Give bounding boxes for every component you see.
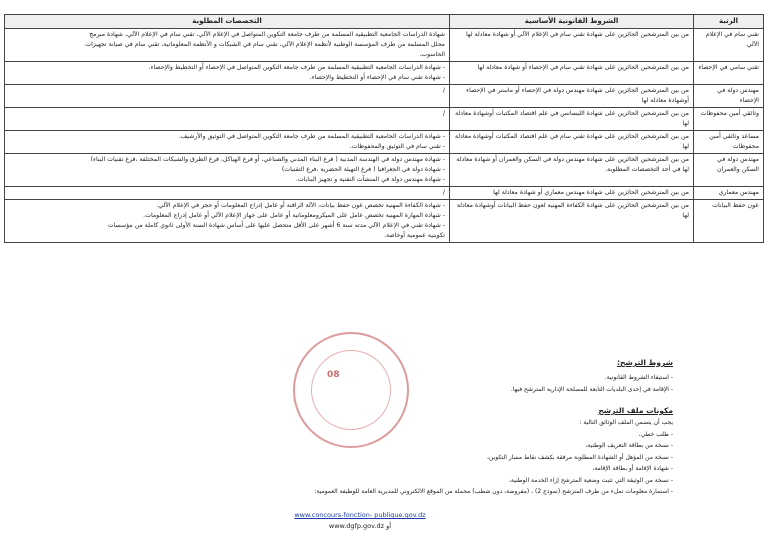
table-row xyxy=(5,108,764,131)
conditions-cell: من بين المترشحين الحائزين على شهادة مهندس دولة في السكن والعمران أو شهادة معادلة لها في أحد التخصصات المطلوبة. xyxy=(450,154,694,187)
table-header-row xyxy=(5,15,764,29)
specialties-cell xyxy=(5,108,450,131)
rank-cell: تقني سامي في الإحصاء xyxy=(694,62,764,85)
specialty-line: تكوينية عمومية أوخاصة. xyxy=(384,232,445,239)
conditions-item: - الإقامة في إحدى البلديات التابعة للمصلحة الإدارية المترشح فيها. xyxy=(510,385,673,393)
conditions-cell: من بين المترشحين الحائزين على شهادة مهندس معماري أو شهادة معادلة لها xyxy=(450,187,694,200)
header-conditions: الشروط القانونية الأساسية xyxy=(450,15,694,29)
conditions-title: شروط الترشح: xyxy=(617,358,673,367)
specialties-cell xyxy=(5,131,450,154)
positions-table xyxy=(4,14,764,243)
conditions-cell: من بين المترشحين الحائزين على شهادة الكفاءة المهنية لعون حفظ البيانات أوشهادة معادلة لها xyxy=(450,200,694,243)
file-item: - استمارة معلومات تملء من طرف المترشح (نموذج 2) ، (مفروضة، دون شطب) محملة من الموقع الالكتروني للمديرية العامة للوظيفة العمومية: xyxy=(314,488,673,495)
table-row xyxy=(5,154,764,187)
file-item: - طلب خطي، xyxy=(638,430,673,438)
rank-cell: مساعد وثائقي أمين محفوظات xyxy=(694,131,764,154)
specialties-cell xyxy=(5,187,450,200)
specialty-line: / xyxy=(442,87,445,94)
specialty-line: / xyxy=(442,110,445,117)
website-link[interactable]: www.concours-fonction- publique.gov.dz xyxy=(294,511,426,519)
specialty-line: / xyxy=(442,189,445,196)
conditions-cell: من بين المترشحين الحائزين على شهادة تقني سام في علم اقتصاد المكتبات أوشهادة معادلة لها xyxy=(450,131,694,154)
specialty-line: محلل المسلمة من طرف المؤسسة الوطنية لأنظمة الإعلام الآلي، تقني سام في الشبكات و الأنظمة المعلوماتية، تقني سام في صيانة تجهيزات xyxy=(85,41,445,48)
table-row xyxy=(5,200,764,243)
specialty-line: - شهادة تقني في الإعلام الآلي مدته سنة 6 أشهر على الأقل متحصل عليها على أساس شهادة السنة الأولى ثانوي كاملة من مؤسسات xyxy=(107,222,445,229)
specialty-line: - شهادة الدراسات الجامعية التطبيقية المسلمة من طرف جامعة التكوين المتواصل في الإحصاء أو التخطيط والإحصاء. xyxy=(148,64,445,71)
rank-cell: وثائقي أمين محفوظات xyxy=(694,108,764,131)
specialty-line: - شهادة الكفاءة المهنية تخصص عون حفظ بيانات، الآلة الراقنة أو عامل إدراج المعلومات أو حجز في الإعلام الآلي. xyxy=(156,202,445,209)
table-row xyxy=(5,85,764,108)
table-row xyxy=(5,29,764,62)
conditions-cell: من بين المترشحين الحائزين على شهادة مهندس دولة في الإحصاء أو ماستر في الإحصاء أوشهادة معادلة لها xyxy=(450,85,694,108)
specialties-cell xyxy=(5,154,450,187)
table-row xyxy=(5,131,764,154)
rank-cell: عون حفظ البيانات xyxy=(694,200,764,243)
specialty-line: - شهادة مهندس دولة في المنشآت التقنية و تجهيز البنايات. xyxy=(295,176,445,183)
specialty-line: - تقني سام في التوثيق والمحفوظات. xyxy=(349,143,445,150)
rank-cell: مهندس دولة في الإحصاء xyxy=(694,85,764,108)
specialty-line: - شهادة الدراسات الجامعية التطبيقية المسلمة من طرف جامعة التكوين المتواصل في التوثيق والأرشيف. xyxy=(178,133,445,140)
file-item: - نسخة من بطاقة التعريف الوطنية، xyxy=(585,442,673,449)
links-block xyxy=(280,510,440,532)
rank-cell: تقني سام في الإعلام الآلي xyxy=(694,29,764,62)
rank-cell: مهندس دولة في السكن والعمران xyxy=(694,154,764,187)
specialties-cell xyxy=(5,29,450,62)
specialties-cell xyxy=(5,200,450,243)
specialty-line: - شهادة تقني سام في الإحصاء أو التخطيط والإحصاء. xyxy=(309,74,445,81)
table-row xyxy=(5,62,764,85)
conditions-section xyxy=(511,350,673,395)
conditions-cell: من بين المترشحين الحائزين على شهادة تقني سام في الإحصاء أو شهادة معادلة لها xyxy=(450,62,694,85)
specialty-line: شهادة الدراسات الجامعية التطبيقية المسلمة من طرف جامعة التكوين المتواصل في الإعلام الآلي، تقني سام في الإعلام الآلي، شهادة مبرمج xyxy=(89,31,445,38)
specialties-cell xyxy=(5,62,450,85)
table-row xyxy=(5,187,764,200)
file-section xyxy=(314,398,673,498)
conditions-cell: من بين المترشحين الحائزين على شهادة الليسانس في علم اقتصاد المكتبات أوشهادة معادلة لها xyxy=(450,108,694,131)
specialty-line: - شهادة دولة في الجغرافيا ( فرع التهيئة الحضرية ،فرع التقنيات) xyxy=(281,166,445,173)
rank-cell: مهندس معماري xyxy=(694,187,764,200)
specialty-line: الحاسوب. xyxy=(419,51,445,58)
stamp-number: 08 xyxy=(327,370,340,380)
file-item: - نسخة من المؤهل أو الشهادة المطلوبة مرفقة بكشف نقاط مسار التكوين، xyxy=(487,453,673,461)
header-rank: الرتبة xyxy=(694,15,764,29)
header-specialties: التخصصات المطلوبة xyxy=(5,15,450,29)
file-section-intro: يجب أن يتضمن الملف الوثائق التالية : xyxy=(579,419,673,426)
file-item: - شهادة الإقامة أو بطاقة الإقامة، xyxy=(592,465,673,472)
specialty-line: - شهادة مهندس دولة في الهندسة المدنية ( فرع البناء المدني والصناعي، أو فرع الهياكل، فرع الطرق والشبكات المختلفة ،فرع تقنيات البناء) xyxy=(90,156,445,163)
conditions-cell: من بين المترشحين الحائزين على شهادة تقني سام في الإعلام الآلي أو شهادة معادلة لها xyxy=(450,29,694,62)
specialty-line: - شهادة المهارة المهنية تخصص عامل على الميكرومعلوماتية أو عامل على جهاز الإعلام الآلي أو عامل إدراج المعلومات. xyxy=(143,212,445,219)
file-section-title: مكونات ملف الترشح xyxy=(598,406,673,415)
specialties-cell xyxy=(5,85,450,108)
conditions-item: - استيفاء الشروط القانونية. xyxy=(604,374,673,381)
file-item: - نسخة من الوثيقة التي تثبت وضعية المترشح إزاء الخدمة الوطنية، xyxy=(509,476,673,484)
website-link[interactable]: www.dgfp.gov.dz أو xyxy=(328,522,392,530)
